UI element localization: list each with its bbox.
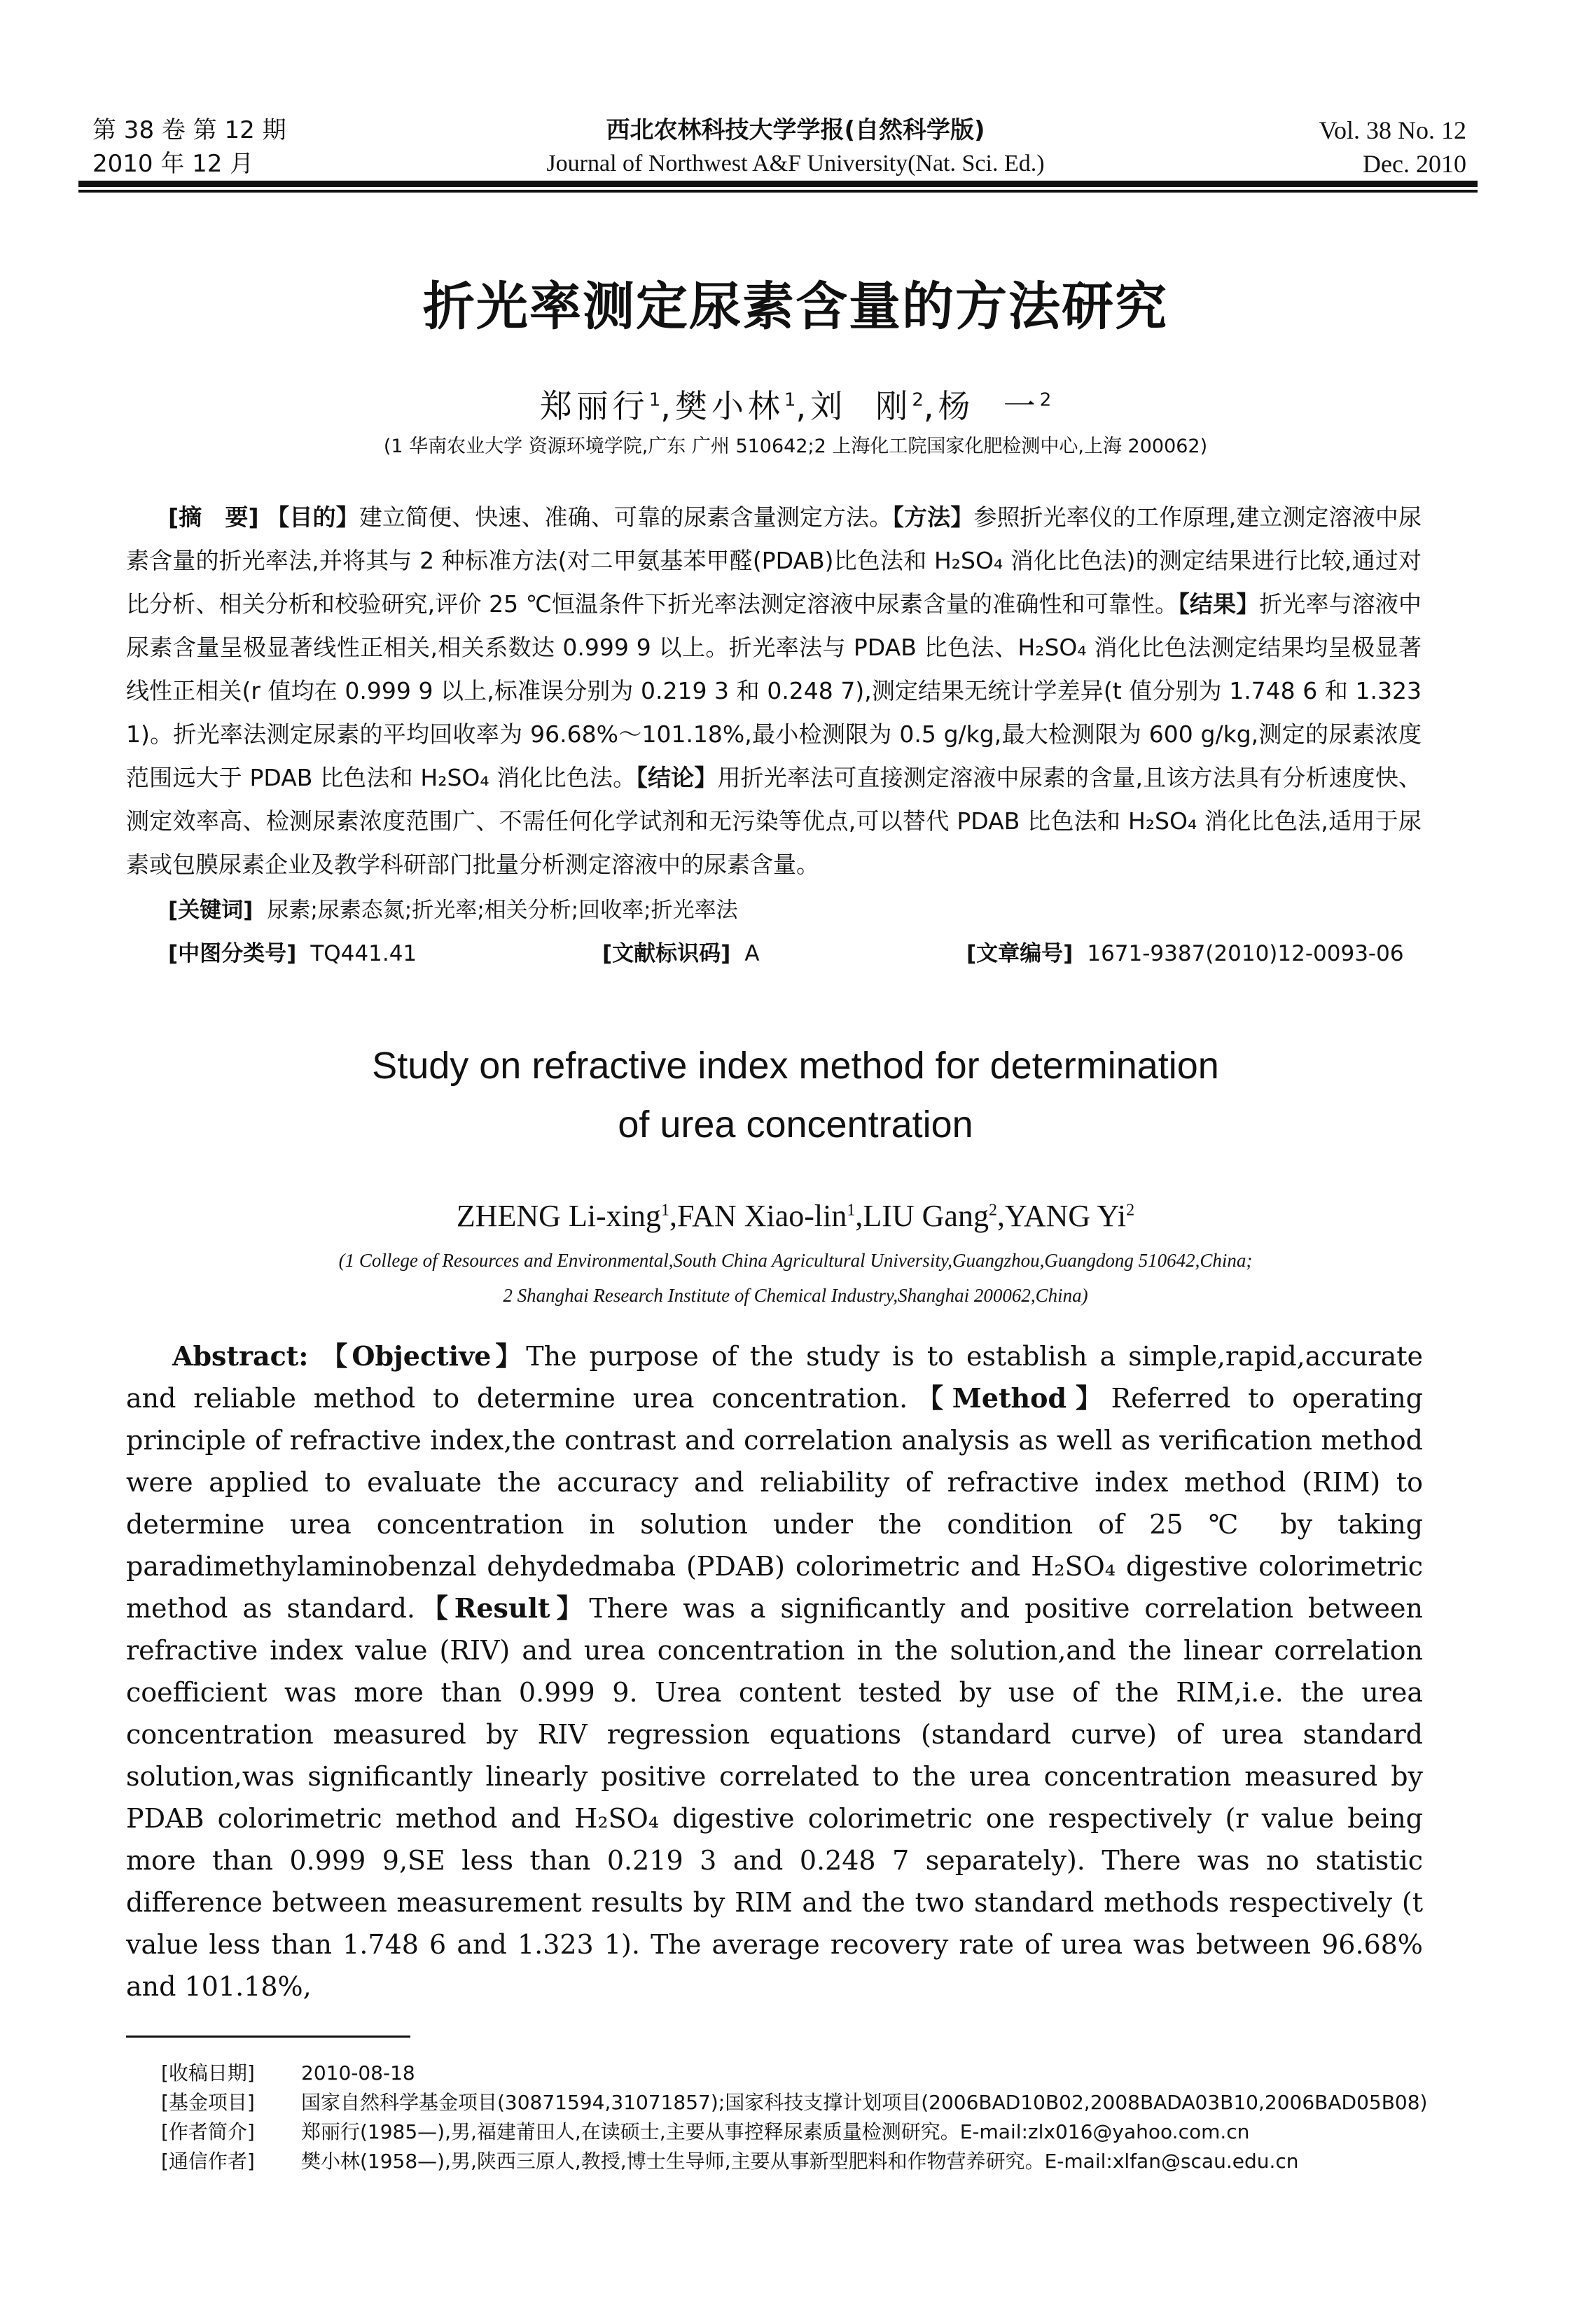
footnote-author-bio bbox=[161, 2117, 1492, 2147]
section-text: There was a significantly and positive correlation between refractive index value (RIV) and urea concentration in the solution,and the linear correlation coefficient was more than 0.999 9. Urea content tested by use of the RIM,i.e. the urea concentration measured by RIV regression equations (standard curve) of urea standard solution,was significantly linearly positive correlated to the urea concentration measured by PDAB colorimetric method and H₂SO₄ digestive colorimetric one respectively (r value being more than 0.999 9,SE less than 0.219 3 and 0.248 7 separately). There was no statistic difference between measurement results by RIM and the two standard methods respectively (t value less than 1.748 6 and 1.323 1). The average recovery rate of urea was between 96.68% and 101.18%, bbox=[126, 1592, 1423, 2002]
section-text: 用折光率法可直接测定溶液中尿素的含量,且该方法具有分析速度快、测定效率高、检测尿素浓度范围广、不需任何化学试剂和无污染等优点,可以替代 PDAB 比色法和 H₂SO₄ 消化比色法,适用于尿素或包膜尿素企业及教学科研部门批量分析测定溶液中的尿素含量。 bbox=[126, 764, 1422, 879]
author-en: FAN Xiao-lin$^1$ bbox=[676, 1198, 856, 1233]
keywords bbox=[168, 891, 1450, 930]
section-text: Referred to operating principle of refractive index,the contrast and correlation analysis as well as verification method were applied to evaluate the accuracy and reliability of refractive index method (RIM) to determine urea concentration in solution under the condition of 25 ℃ by taking paradimethylaminobenzal dehydedmaba (PDAB) colorimetric and H₂SO₄ digestive colorimetric method as standard. bbox=[126, 1382, 1423, 1624]
author-en: YANG Yi$^2$ bbox=[1004, 1198, 1135, 1233]
doc-code-value: A bbox=[744, 941, 760, 967]
issue-info-en bbox=[1319, 113, 1466, 181]
volume-issue-en: Vol. 38 No. 12 bbox=[1319, 116, 1466, 144]
footnote-funding bbox=[161, 2088, 1492, 2117]
journal-name bbox=[392, 113, 1199, 181]
journal-name-en: Journal of Northwest A&F University(Nat. Sci. Ed.) bbox=[546, 151, 1045, 176]
doc-code-group bbox=[602, 934, 966, 973]
author-en: LIU Gang$^2$ bbox=[863, 1198, 997, 1233]
author-cn: 樊小林$^1$ bbox=[674, 387, 796, 426]
clc-group bbox=[168, 934, 602, 973]
footnote-value: 国家自然科学基金项目(30871594,31071857);国家科技支撑计划项目(2006BAD10B02,2008BADA03B10,2006BAD05B08) bbox=[301, 2090, 1428, 2114]
paper-title-en bbox=[0, 1036, 1591, 1154]
affiliation-en-line2: 2 Shanghai Research Institute of Chemical Industry,Shanghai 200062,China) bbox=[503, 1284, 1088, 1306]
section-tag: 【方法】 bbox=[892, 503, 974, 531]
volume-issue-cn: 第 38 卷 第 12 期 bbox=[92, 116, 286, 144]
footnote-received bbox=[161, 2059, 1492, 2088]
keywords-value: 尿素;尿素态氮;折光率;相关分析;回收率;折光率法 bbox=[267, 898, 738, 924]
author-cn: 郑丽行$^1$ bbox=[539, 387, 661, 426]
issue-info bbox=[92, 113, 286, 181]
author-en: ZHENG Li-xing$^1$ bbox=[456, 1198, 669, 1233]
footnote-label: [通信作者] bbox=[161, 2149, 255, 2173]
paper-title-en-line1: Study on refractive index method for determination bbox=[372, 1045, 1219, 1087]
paper-title-cn: 折光率测定尿素含量的方法研究 bbox=[423, 277, 1168, 337]
footnote-rule bbox=[126, 2036, 410, 2038]
page-body bbox=[0, 252, 1591, 2176]
article-number-group bbox=[966, 934, 1404, 973]
section-text: The purpose of the study is to establish a simple,rapid,accurate and reliable method to determine urea concentration. bbox=[126, 1340, 1423, 1414]
clc-label: [中图分类号] bbox=[168, 941, 297, 967]
author-cn: 杨 一$^2$ bbox=[938, 387, 1052, 426]
author-list-cn: 郑丽行$^1$,樊小林$^1$,刘 刚$^2$,杨 一$^2$ bbox=[539, 387, 1052, 426]
footnote-value: 郑丽行(1985—),男,福建莆田人,在读硕士,主要从事控释尿素质量检测研究。E-mail:zlx016@yahoo.com.cn bbox=[301, 2120, 1250, 2143]
affiliation-en bbox=[0, 1243, 1591, 1313]
abstract-en-paragraph bbox=[126, 1335, 1423, 2008]
article-number-label: [文章编号] bbox=[966, 941, 1074, 967]
footnote-value: 2010-08-18 bbox=[301, 2061, 415, 2085]
keywords-label: [关键词] bbox=[168, 898, 253, 924]
affiliation-en-line1: (1 College of Resources and Environmental,South China Agricultural University,Guangzhou,Guangdong 510642,China; bbox=[338, 1249, 1253, 1271]
journal-name-cn: 西北农林科技大学学报(自然科学版) bbox=[606, 116, 985, 144]
section-tag: 【Method】 bbox=[908, 1382, 1111, 1414]
footnote-label: [基金项目] bbox=[161, 2090, 255, 2114]
section-tag: 【目的】 bbox=[266, 503, 359, 531]
footnote-label: [收稿日期] bbox=[161, 2061, 255, 2085]
section-text: 折光率与溶液中尿素含量呈极显著线性正相关,相关系数达 0.999 9 以上。折光率法与 PDAB 比色法、H₂SO₄ 消化比色法测定结果均呈极显著线性正相关(r 值均在 0.999 9 以上,标准误分别为 0.219 3 和 0.248 7),测定结果无统计学差异(t 值分别为 1.748 6 和 1.323 1)。折光率法测定尿素的平均回收率为 96.68%～101.18%,最小检测限为 0.5 g/kg,最大检测限为 600 g/kg,测定的尿素浓度范围远大于 PDAB 比色法和 H₂SO₄ 消化比色法。 bbox=[126, 590, 1422, 792]
abstract-cn bbox=[126, 496, 1422, 886]
header-rule-thin bbox=[78, 190, 1478, 193]
doc-code-label: [文献标识码] bbox=[602, 941, 731, 967]
section-text: 参照折光率仪的工作原理,建立测定溶液中尿素含量的折光率法,并将其与 2 种标准方法(对二甲氨基苯甲醛(PDAB)比色法和 H₂SO₄ 消化比色法)的测定结果进行比较,通过对比分析、相关分析和校验研究,评价 25 ℃恒温条件下折光率法测定溶液中尿素含量的准确性和可靠性。 bbox=[126, 503, 1422, 618]
footnote-label: [作者简介] bbox=[161, 2120, 255, 2143]
affiliation-cn: (1 华南农业大学 资源环境学院,广东 广州 510642;2 上海化工院国家化肥检测中心,上海 200062) bbox=[383, 436, 1208, 458]
abstract-en bbox=[126, 1335, 1423, 2008]
clc-value: TQ441.41 bbox=[310, 941, 417, 967]
footnote-value: 樊小林(1958—),男,陕西三原人,教授,博士生导师,主要从事新型肥料和作物营养研究。E-mail:xlfan@scau.edu.cn bbox=[301, 2149, 1299, 2173]
section-tag: 【Objective】 bbox=[321, 1340, 527, 1372]
footnotes bbox=[161, 2059, 1492, 2176]
section-text: 建立简便、快速、准确、可靠的尿素含量测定方法。 bbox=[359, 503, 893, 531]
date-en: Dec. 2010 bbox=[1363, 150, 1466, 178]
classification-row bbox=[168, 934, 1450, 973]
paper-title-en-line2: of urea concentration bbox=[618, 1104, 973, 1146]
abstract-cn-label: [摘 要] bbox=[168, 503, 259, 531]
header-rule-thick bbox=[78, 181, 1478, 187]
author-cn: 刘 刚$^2$ bbox=[810, 387, 924, 426]
abstract-cn-paragraph bbox=[126, 496, 1422, 886]
section-tag: 【结论】 bbox=[636, 764, 718, 792]
section-tag: 【Result】 bbox=[415, 1592, 590, 1624]
author-list-en: ZHENG Li-xing$^1$,FAN Xiao-lin$^1$,LIU Gang$^2$,YANG Yi$^2$ bbox=[456, 1198, 1135, 1233]
section-tag: 【结果】 bbox=[1178, 590, 1260, 618]
date-cn: 2010 年 12 月 bbox=[92, 150, 254, 178]
article-number-value: 1671-9387(2010)12-0093-06 bbox=[1087, 941, 1404, 967]
footnote-corresponding bbox=[161, 2147, 1492, 2176]
abstract-en-label: Abstract: bbox=[172, 1340, 309, 1372]
